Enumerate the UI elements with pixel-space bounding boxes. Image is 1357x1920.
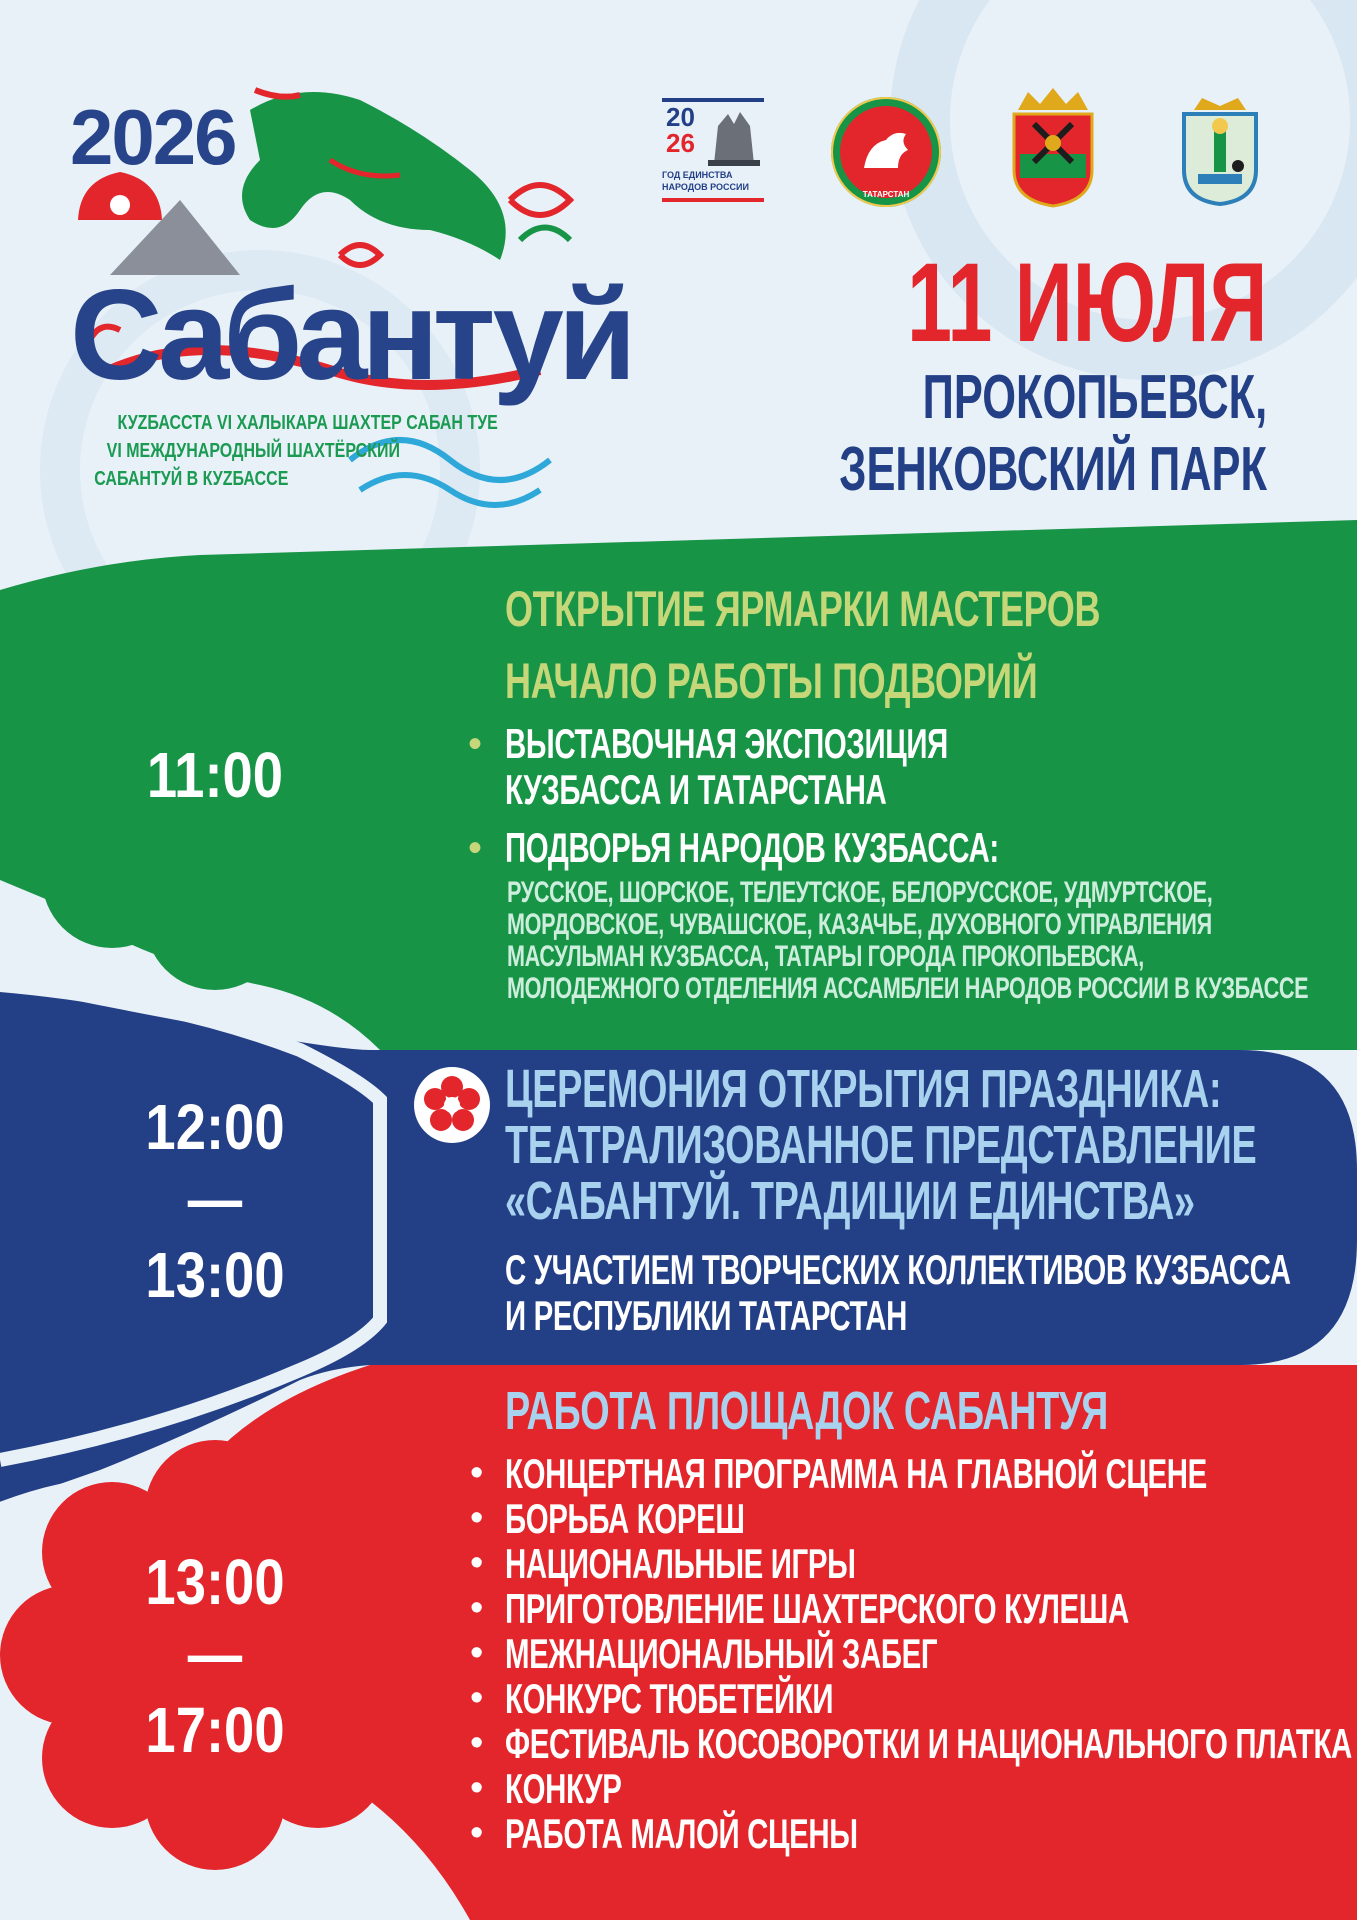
- block2-dash: —: [187, 1163, 243, 1235]
- block1-item-1-line-1: ВЫСТАВОЧНАЯ ЭКСПОЗИЦИЯ: [505, 720, 948, 767]
- unity-year-caption-2: НАРОДОВ РОССИИ: [662, 182, 749, 192]
- block1-detail-4: МОЛОДЕЖНОГО ОТДЕЛЕНИЯ АССАМБЛЕИ НАРОДОВ РОССИИ В КУЗБАССЕ: [507, 972, 1309, 1005]
- bullet-icon: •: [470, 1497, 484, 1539]
- block1-time: 11:00: [146, 739, 284, 811]
- block3-list-item: НАЦИОНАЛЬНЫЕ ИГРЫ: [505, 1540, 856, 1587]
- bullet-icon: •: [470, 1677, 484, 1719]
- block1-item-2: ПОДВОРЬЯ НАРОДОВ КУЗБАССА:: [505, 824, 999, 871]
- prokopyevsk-emblem: [1180, 96, 1260, 206]
- bullet-icon: •: [470, 1632, 484, 1674]
- unity-year-emblem: [662, 98, 764, 206]
- event-city: ПРОКОПЬЕВСК,: [922, 363, 1267, 432]
- block3-dash: —: [187, 1618, 243, 1690]
- logo-subtitle-russian-1: VI МЕЖДУНАРОДНЫЙ ШАХТЁРСКИЙ: [106, 440, 400, 462]
- block3-list-item: КОНКУР: [505, 1765, 622, 1812]
- bullet-icon: •: [470, 1722, 484, 1764]
- block3-list-item: КОНЦЕРТНАЯ ПРОГРАММА НА ГЛАВНОЙ СЦЕНЕ: [505, 1450, 1207, 1497]
- block2-heading-3: «САБАНТУЙ. ТРАДИЦИИ ЕДИНСТВА»: [505, 1171, 1195, 1231]
- flower-ornament-icon: [414, 1067, 490, 1143]
- monument-icon: [704, 104, 762, 166]
- block1-detail-3: МАСУЛЬМАН КУЗБАССА, ТАТАРЫ ГОРОДА ПРОКОПЬЕВСКА,: [507, 940, 1144, 973]
- horse-icon: [242, 90, 506, 260]
- block2-time-start: 12:00: [145, 1091, 285, 1163]
- block1-heading-2: НАЧАЛО РАБОТЫ ПОДВОРИЙ: [505, 653, 1038, 709]
- block3-list-item: МЕЖНАЦИОНАЛЬНЫЙ ЗАБЕГ: [505, 1630, 938, 1677]
- logo-subtitle-russian-2: САБАНТУЙ В КУZБАССЕ: [94, 468, 289, 490]
- bullet-icon: •: [468, 826, 483, 870]
- block1-detail-2: МОРДОВСКОЕ, ЧУВАШСКОЕ, КАЗАЧЬЕ, ДУХОВНОГО УПРАВЛЕНИЯ: [507, 908, 1212, 941]
- bullet-icon: •: [470, 1452, 484, 1494]
- event-date: 11 ИЮЛЯ: [906, 240, 1267, 365]
- prokopyevsk-coat-of-arms-icon: [1180, 96, 1260, 206]
- block2-heading-2: ТЕАТРАЛИЗОВАННОЕ ПРЕДСТАВЛЕНИЕ: [505, 1115, 1257, 1175]
- block3-list-item: ФЕСТИВАЛЬ КОСОВОРОТКИ И НАЦИОНАЛЬНОГО ПЛАТКА: [505, 1720, 1352, 1767]
- bullet-icon: •: [470, 1812, 484, 1854]
- block2-heading-1: ЦЕРЕМОНИЯ ОТКРЫТИЯ ПРАЗДНИКА:: [505, 1059, 1222, 1119]
- unity-year-line2: 26: [666, 128, 695, 158]
- unity-year-line1: 20: [666, 102, 695, 132]
- bullet-icon: •: [470, 1767, 484, 1809]
- block2-time-end: 13:00: [145, 1239, 285, 1311]
- block3-time-start: 13:00: [145, 1546, 285, 1618]
- kuzbass-emblem: [1010, 88, 1096, 208]
- event-venue: ЗЕНКОВСКИЙ ПАРК: [839, 435, 1267, 504]
- block2-subline-2: И РЕСПУБЛИКИ ТАТАРСТАН: [505, 1292, 908, 1339]
- tatarstan-emblem: [828, 94, 944, 210]
- block2-subline-1: С УЧАСТИЕМ ТВОРЧЕСКИХ КОЛЛЕКТИВОВ КУЗБАССА: [505, 1246, 1291, 1293]
- block3-time-end: 17:00: [145, 1694, 285, 1766]
- tatarstan-caption: ТАТАРСТАН: [862, 190, 910, 199]
- kuzbass-coat-of-arms-icon: [1010, 88, 1096, 208]
- block3-list-item: БОРЬБА КОРЕШ: [505, 1495, 745, 1542]
- bullet-icon: •: [468, 722, 483, 766]
- bullet-icon: •: [470, 1587, 484, 1629]
- block1-heading-1: ОТКРЫТИЕ ЯРМАРКИ МАСТЕРОВ: [505, 581, 1101, 637]
- block1-detail-1: РУССКОЕ, ШОРСКОЕ, ТЕЛЕУТСКОЕ, БЕЛОРУССКОЕ, УДМУРТСКОЕ,: [507, 876, 1213, 909]
- logo-subtitle-tatar: КУZБАССТА VI ХАЛЫКАРА ШАХТЕР САБАН ТУЕ: [117, 412, 498, 434]
- block3-list-item: ПРИГОТОВЛЕНИЕ ШАХТЕРСКОГО КУЛЕША: [505, 1585, 1129, 1632]
- block3-list-item: КОНКУРС ТЮБЕТЕЙКИ: [505, 1675, 834, 1722]
- block3-list-item: РАБОТА МАЛОЙ СЦЕНЫ: [505, 1810, 858, 1857]
- block3-heading: РАБОТА ПЛОЩАДОК САБАНТУЯ: [505, 1381, 1108, 1441]
- unity-year-caption-1: ГОД ЕДИНСТВА: [662, 170, 733, 180]
- logo-year: 2026: [70, 93, 236, 181]
- bullet-icon: •: [470, 1542, 484, 1584]
- logo-wordmark: Сабантуй: [70, 264, 631, 407]
- block1-item-1-line-2: КУЗБАССА И ТАТАРСТАНА: [505, 766, 887, 813]
